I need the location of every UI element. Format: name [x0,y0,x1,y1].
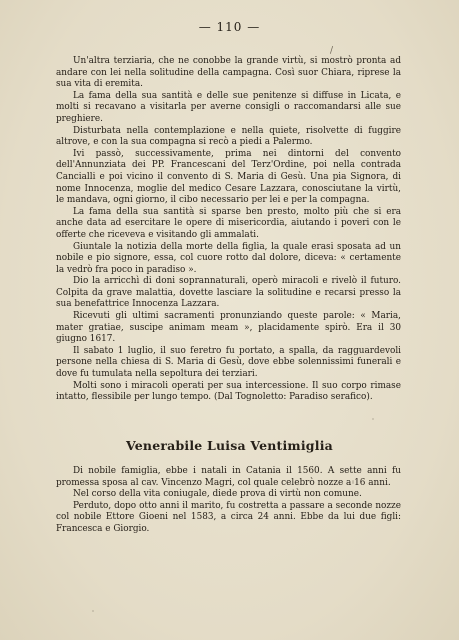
paper-speck [372,418,374,420]
paragraph: Perduto, dopo otto anni il marito, fu costretta a passare a seconde nozze col nobile Ettore Gioeni nel 1583, a circa 24 anni. Ebbe da lui due figli: Francesca e Giorgio. [56,500,401,534]
paragraph: Il sabato 1 luglio, il suo feretro fu portato, a spalla, da ragguardevoli persone nella chiesa di S. Maria di Gesù, dove ebbe solennissimi funerali e dove fu tumulata nella sepoltura dei terziari. [56,345,401,380]
biography-section [56,466,401,536]
paragraph: Dio la arricchì di doni soprannaturali, operò miracoli e rivelò il futuro. Colpita da grave malattia, dovette lasciare la solitudine e recarsi presso la sua benefattrice Innocenza Lazzara. [56,276,401,310]
paragraph: La fama della sua santità si sparse ben presto, molto più che si era anche data ad esercitare le opere di misericordia, aiutando i poveri con le offerte che riceveva e visitando gli ammalati. [56,206,401,240]
section-heading: Venerabile Luisa Ventimiglia [126,438,333,453]
paragraph: Disturbata nella contemplazione e nella quiete, risolvette di fuggire altrove, e con la sua compagna si recò a piedi a Palermo. [56,125,401,148]
paragraph: Ricevuti gli ultimi sacramenti pronunziando queste parole: « Maria, mater gratiae, suscipe animam meam », placidamente spirò. Era il 30 giugno 1617. [56,311,401,345]
paper-speck [352,480,354,484]
paragraph: Ivi passò, successivamente, prima nei dintorni del convento dell'Annunziata dei PP. Francescani del Terz'Ordine, poi nella contrada Cancialli e poi vicino il convento di S. Maria di Gesù. Una pia Signora, di nome Innocenza, moglie del medico Cesare Lazzara, conosciutane la virtù, le mandava, ogni giorno, il cibo necessario per lei e per la compagna. [56,148,401,206]
body-text-section [56,56,401,404]
page-number: — 110 — [198,20,261,34]
paragraph: La fama della sua santità e delle sue penitenze si diffuse in Licata, e molti si recavano a visitarla per averne consigli o raccomandarsi alle sue preghiere. [56,90,401,124]
paragraph: Nel corso della vita coniugale, diede prova di virtù non comune. [73,489,362,500]
paragraph: Giuntale la notizia della morte della figlia, la quale erasi sposata ad un nobile e pio signore, essa, col cuore rotto dal dolore, diceva: « certamente la vedrò fra poco in paradiso ». [56,241,401,275]
paper-speck [92,610,94,612]
paragraph: Un'altra terziaria, che ne conobbe la grande virtù, si mostrò pronta ad andare con lei nella solitudine della campagna. Così suor Chiara, riprese la sua vita di eremita. [56,56,401,90]
margin-mark: / [330,46,334,56]
paragraph: Molti sono i miracoli operati per sua intercessione. Il suo corpo rimase intatto, flessibile per lungo tempo. (Dal Tognoletto: Paradiso serafico). [56,380,401,403]
paragraph: Di nobile famiglia, ebbe i natali in Catania il 1560. A sette anni fu promessa sposa al cav. Vincenzo Magri, col quale celebrò nozze a 16 anni. [56,466,401,488]
